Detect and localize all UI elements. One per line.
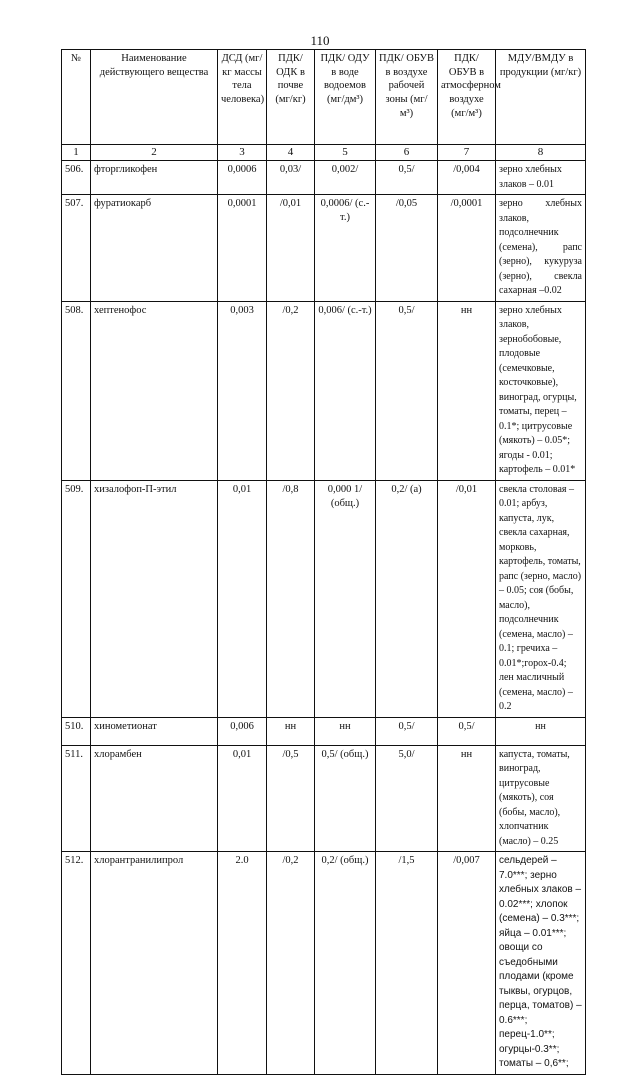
- atm-air-value: 0,5/: [438, 717, 496, 745]
- page-number: 110: [310, 33, 330, 48]
- header-no: №: [62, 50, 91, 145]
- water-value: 0,006/ (с.-т.): [315, 301, 376, 480]
- atm-air-value: /0,004: [438, 161, 496, 195]
- mdu-value: сельдерей – 7.0***; зерно хлебных злаков – 0.02***; хлопок (семена) – 0.3***; яйца – 0.01***; овощи со съедобными плодами (кроме тыквы, огурцов, перца, томатов) – 0.6***; перец-1.0**; огурцы-0.3**; томаты – 0,6**;: [496, 852, 586, 1075]
- table-row: [62, 852, 586, 1075]
- pesticide-norms-table: [61, 49, 586, 1075]
- atm-air-value: /0,007: [438, 852, 496, 1075]
- work-air-value: 5,0/: [376, 745, 438, 852]
- atm-air-value: /0,0001: [438, 195, 496, 302]
- substance-name: фторгликофен: [91, 161, 218, 195]
- table-row: [62, 301, 586, 480]
- substance-name: хлорамбен: [91, 745, 218, 852]
- table-row: [62, 745, 586, 852]
- row-number: 507.: [62, 195, 91, 302]
- dsd-value: 0,0006: [218, 161, 267, 195]
- mdu-value: нн: [496, 717, 586, 745]
- dsd-value: 0,01: [218, 480, 267, 717]
- soil-value: /0,2: [267, 852, 315, 1075]
- water-value: 0,002/: [315, 161, 376, 195]
- col-num: 2: [91, 145, 218, 161]
- soil-value: /0,01: [267, 195, 315, 302]
- water-value: 0,0006/ (с.-т.): [315, 195, 376, 302]
- atm-air-value: нн: [438, 301, 496, 480]
- table-row: [62, 480, 586, 717]
- work-air-value: 0,5/: [376, 161, 438, 195]
- col-num: 8: [496, 145, 586, 161]
- atm-air-value: /0,01: [438, 480, 496, 717]
- dsd-value: 0,0001: [218, 195, 267, 302]
- work-air-value: 0,2/ (а): [376, 480, 438, 717]
- soil-value: /0,8: [267, 480, 315, 717]
- table-row: [62, 195, 586, 302]
- row-number: 510.: [62, 717, 91, 745]
- water-value: 0,2/ (общ.): [315, 852, 376, 1075]
- col-num: 3: [218, 145, 267, 161]
- substance-name: хинометионат: [91, 717, 218, 745]
- header-pdk-air: ПДК/ ОБУВ в атмосферном воздухе (мг/м³): [438, 50, 496, 145]
- soil-value: 0,03/: [267, 161, 315, 195]
- header-pdk-water: ПДК/ ОДУ в воде водоемов (мг/дм³): [315, 50, 376, 145]
- row-number: 506.: [62, 161, 91, 195]
- mdu-value: зерно хлебных злаков, подсолнечник (семена), рапс (зерно), кукуруза (зерно), свекла сахарная –0.02: [496, 195, 586, 302]
- table-row: [62, 717, 586, 745]
- col-num: 1: [62, 145, 91, 161]
- atm-air-value: нн: [438, 745, 496, 852]
- col-num: 7: [438, 145, 496, 161]
- soil-value: нн: [267, 717, 315, 745]
- dsd-value: 0,003: [218, 301, 267, 480]
- water-value: нн: [315, 717, 376, 745]
- row-number: 512.: [62, 852, 91, 1075]
- substance-name: хептенофос: [91, 301, 218, 480]
- work-air-value: 0,5/: [376, 301, 438, 480]
- soil-value: /0,2: [267, 301, 315, 480]
- water-value: 0,000 1/ (общ.): [315, 480, 376, 717]
- mdu-value: свекла столовая – 0.01; арбуз, капуста, лук, свекла сахарная, морковь, картофель, томаты, рапс (зерно, масло) – 0.05; соя (бобы, масло), подсолнечник (семена, масло) – 0.1; гречиха – 0.01*;горох-0.4; лен масличный (семена, масло) – 0.2: [496, 480, 586, 717]
- table-row: [62, 161, 586, 195]
- work-air-value: 0,5/: [376, 717, 438, 745]
- work-air-value: /0,05: [376, 195, 438, 302]
- header-dsd: ДСД (мг/кг массы тела человека): [218, 50, 267, 145]
- row-number: 509.: [62, 480, 91, 717]
- header-name: Наименование действующего вещества: [91, 50, 218, 145]
- col-num: 6: [376, 145, 438, 161]
- header-pdk-soil: ПДК/ ОДК в почве (мг/кг): [267, 50, 315, 145]
- substance-name: хлорантранилипрол: [91, 852, 218, 1075]
- header-mdu: МДУ/ВМДУ в продукции (мг/кг): [496, 50, 586, 145]
- header-pdk-work: ПДК/ ОБУВ в воздухе рабочей зоны (мг/м³): [376, 50, 438, 145]
- col-num: 5: [315, 145, 376, 161]
- substance-name: хизалофоп-П-этил: [91, 480, 218, 717]
- dsd-value: 0,006: [218, 717, 267, 745]
- mdu-value: зерно хлебных злаков, зернобобовые, плодовые (семечковые, косточковые), виноград, огурцы, томаты, перец – 0.1*; цитрусовые (мякоть) – 0.05*; ягоды - 0.01; картофель – 0.01*: [496, 301, 586, 480]
- dsd-value: 2.0: [218, 852, 267, 1075]
- col-num: 4: [267, 145, 315, 161]
- substance-name: фуратиокарб: [91, 195, 218, 302]
- dsd-value: 0,01: [218, 745, 267, 852]
- row-number: 511.: [62, 745, 91, 852]
- mdu-value: капуста, томаты, виноград, цитрусовые (мякоть), соя (бобы, масло), хлопчатник (масло) – 0.25: [496, 745, 586, 852]
- soil-value: /0,5: [267, 745, 315, 852]
- column-number-row: [62, 145, 586, 161]
- mdu-value: зерно хлебных злаков – 0.01: [496, 161, 586, 195]
- header-row: [62, 50, 586, 145]
- water-value: 0,5/ (общ.): [315, 745, 376, 852]
- work-air-value: /1,5: [376, 852, 438, 1075]
- row-number: 508.: [62, 301, 91, 480]
